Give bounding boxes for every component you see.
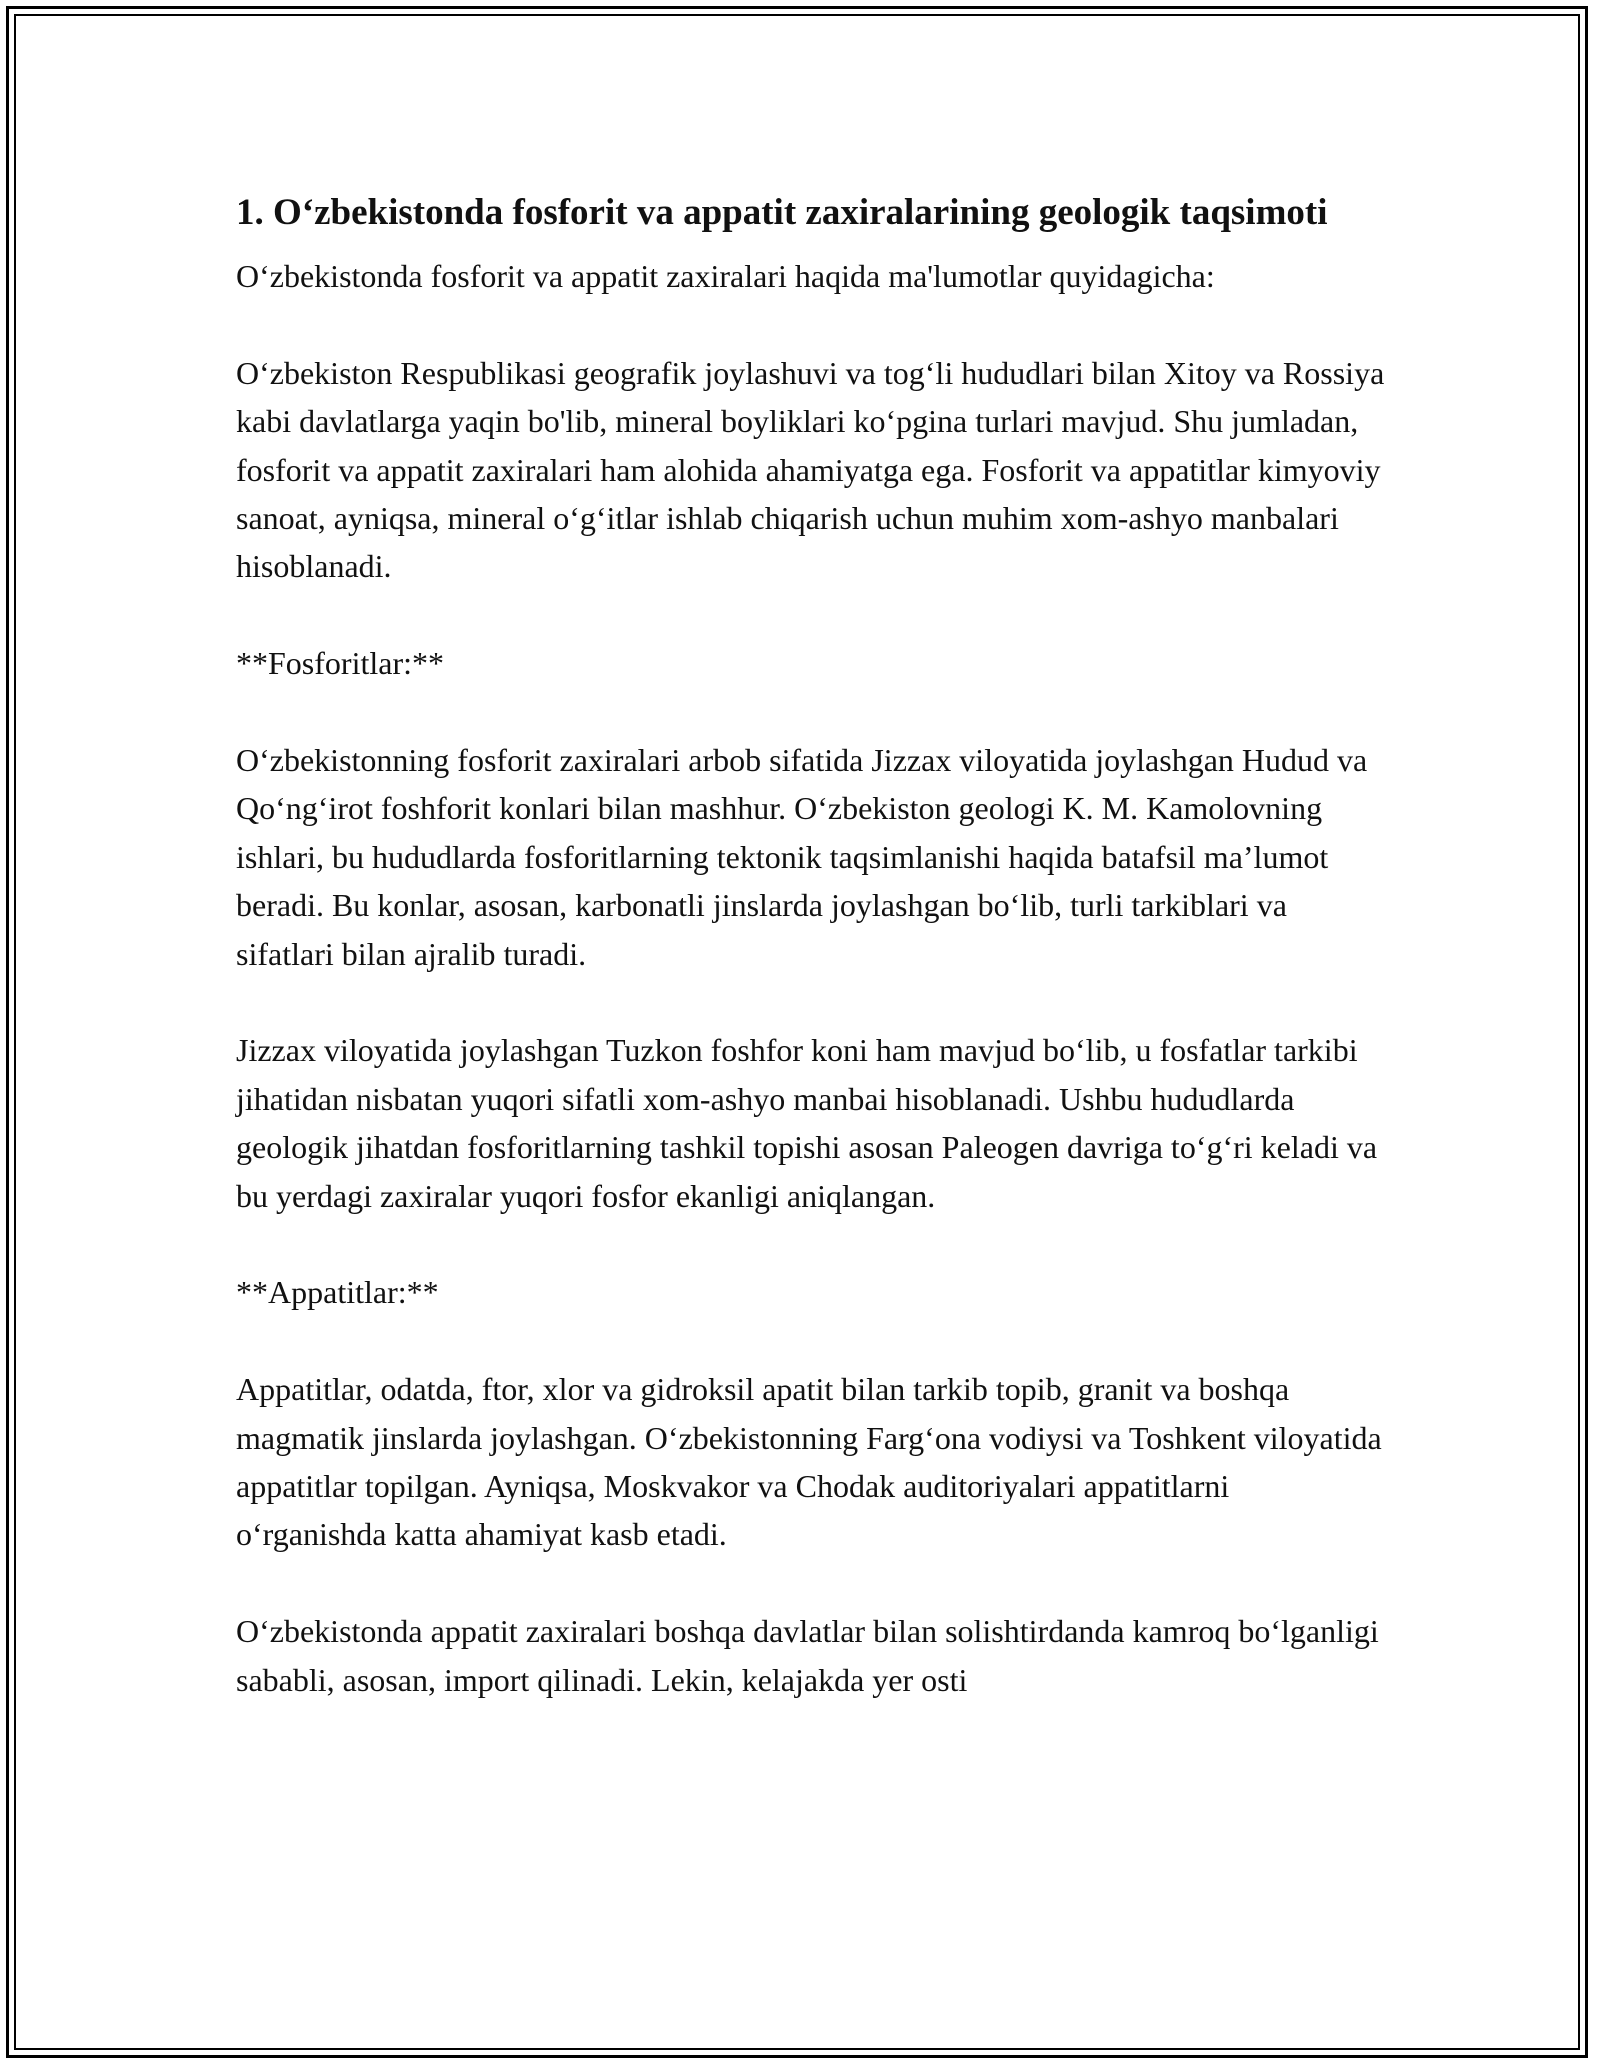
subheading-fosforitlar: **Fosforitlar:** [236,645,444,682]
subheading-appatitlar: **Appatitlar:** [236,1274,439,1311]
section-heading: 1. O‘zbekistonda fosforit va appatit zaxiralarining geologik taqsimoti [236,192,1328,233]
paragraph-fosforit-deposits: O‘zbekistonning fosforit zaxiralari arbob sifatida Jizzax viloyatida joylashgan Hudud va Qo‘ng‘irot foshforit konlari bilan mashhur. O‘zbekiston geologi K. M. Kamolovning ishlari, bu hududlarda fosforitlarning tektonik taqsimlanishi haqida batafsil ma’lumot beradi. Bu konlar, asosan, karbonatli jinslarda joylashgan bo‘lib, turli tarkiblari va sifatlari bilan ajralib turadi. [236,742,1368,972]
paragraph-tuzkon: Jizzax viloyatida joylashgan Tuzkon foshfor koni ham mavjud bo‘lib, u fosfatlar tarkibi jihatidan nisbatan yuqori sifatli xom-ashyo manbai hisoblanadi. Ushbu hududlarda geologik jihatdan fosforitlarning tashkil topishi asosan Paleogen davriga to‘g‘ri keladi va bu yerdagi zaxiralar yuqori fosfor ekanligi aniqlangan. [236,1032,1378,1214]
document-body [236,186,1386,1704]
paragraph-intro: O‘zbekistonda fosforit va appatit zaxiralari haqida ma'lumotlar quyidagicha: [236,258,1215,294]
paragraph-appatit-import: O‘zbekistonda appatit zaxiralari boshqa davlatlar bilan solishtirdanda kamroq bo‘lganligi sababli, asosan, import qilinadi. Lekin, kelajakda yer osti [236,1613,1379,1698]
paragraph-geography: O‘zbekiston Respublikasi geografik joylashuvi va tog‘li hududlari bilan Xitoy va Rossiya kabi davlatlarga yaqin bo'lib, mineral boyliklari ko‘pgina turlari mavjud. Shu jumladan, fosforit va appatit zaxiralari ham alohida ahamiyatga ega. Fosforit va appatitlar kimyoviy sanoat, ayniqsa, mineral o‘g‘itlar ishlab chiqarish uchun muhim xom-ashyo manbalari hisoblanadi. [236,354,1385,585]
paragraph-appatit-occurrence: Appatitlar, odatda, ftor, xlor va gidroksil apatit bilan tarkib topib, granit va boshqa magmatik jinslarda joylashgan. O‘zbekistonning Farg‘ona vodiysi va Toshkent viloyatida appatitlar topilgan. Ayniqsa, Moskvakor va Chodak auditoriyalari appatitlarni o‘rganishda katta ahamiyat kasb etadi. [236,1371,1382,1553]
